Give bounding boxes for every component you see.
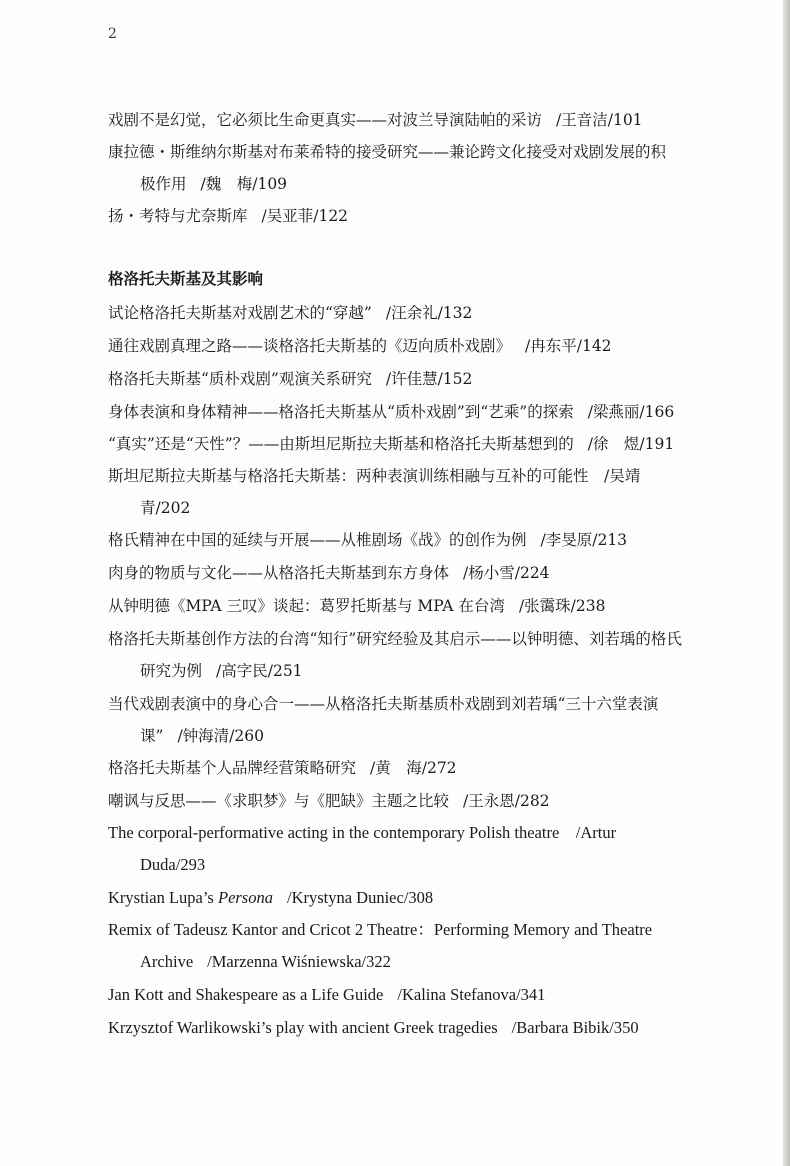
toc-entry [108, 752, 762, 784]
toc-entry [108, 590, 762, 622]
entry-title-cont: 极作用 [140, 175, 187, 193]
entry-title-italic: Persona [217, 888, 273, 907]
entry-title: Krystian Lupa’s [108, 888, 218, 907]
entry-title-cont: 研究为例 [140, 662, 203, 680]
entry-title-line2 [108, 946, 762, 978]
entry-author: /王音洁/101 [556, 111, 643, 129]
entry-author: /徐 煜/191 [587, 435, 675, 453]
entry-author: /许佳慧/152 [385, 370, 473, 388]
entry-title-line2 [108, 168, 762, 200]
toc-entry [108, 817, 762, 881]
entry-title: Krzysztof Warlikowski’s play with ancient Greek tragedies [108, 1018, 498, 1037]
entry-title: 通往戏剧真理之路——谈格洛托夫斯基的《迈向质朴戏剧》 [108, 337, 512, 355]
entry-title: 试论格洛托夫斯基对戏剧艺术的“穿越” [108, 304, 372, 322]
entry-title: 肉身的物质与文化——从格洛托夫斯基到东方身体 [108, 564, 450, 582]
toc-entry [108, 914, 762, 978]
entry-author: /梁燕丽/166 [587, 403, 675, 421]
toc-entry [108, 524, 762, 556]
entry-title: 格洛托夫斯基个人品牌经营策略研究 [108, 759, 357, 777]
entry-title-line2: 青/202 [140, 499, 191, 517]
entry-author: /王永恩/282 [463, 792, 550, 810]
entry-title-line2 [108, 655, 762, 687]
toc-entry [108, 557, 762, 589]
entry-author: /Barbara Bibik/350 [511, 1018, 639, 1037]
toc-entry [108, 200, 762, 232]
entry-author: /黄 海/272 [370, 759, 457, 777]
toc-entry [108, 785, 762, 817]
entry-title-line2 [108, 720, 762, 752]
page-number: 2 [108, 26, 117, 42]
entry-author: /吴亚菲/122 [261, 207, 349, 225]
entry-author: /张霭珠/238 [518, 597, 606, 615]
entry-author: /杨小雪/224 [463, 564, 550, 582]
toc-entry [108, 882, 762, 914]
entry-author: /Kalina Stefanova/341 [397, 985, 546, 1004]
toc-entry [108, 136, 762, 200]
section-heading: 格洛托夫斯基及其影响 [108, 270, 264, 288]
entry-title: 嘲讽与反思——《求职梦》与《肥缺》主题之比较 [108, 792, 450, 810]
toc-entry [108, 428, 762, 460]
entry-title: 格洛托夫斯基“质朴戏剧”观演关系研究 [108, 370, 372, 388]
toc-entry [108, 104, 762, 136]
toc-entry [108, 688, 762, 752]
entry-author: /Krystyna Duniec/308 [286, 888, 434, 907]
toc-entry [108, 396, 762, 428]
entry-title-line1: The corporal-performative acting in the contemporary Polish theatre /Artur [108, 823, 617, 842]
entry-title-line1: 康拉德・斯维纳尔斯基对布莱希特的接受研究——兼论跨文化接受对戏剧发展的积 [108, 143, 667, 161]
entry-title-line1: 当代戏剧表演中的身心合一——从格洛托夫斯基质朴戏剧到刘若瑀“三十六堂表演 [108, 695, 659, 713]
entry-title-line2: Duda/293 [140, 855, 206, 874]
toc-entry [108, 1012, 762, 1044]
entry-author: /Marzenna Wiśniewska/322 [207, 952, 391, 971]
entry-title: Jan Kott and Shakespeare as a Life Guide [108, 985, 384, 1004]
entry-title: “真实”还是“天性”？——由斯坦尼斯拉夫斯基和格洛托夫斯基想到的 [108, 435, 574, 453]
entry-title-line1: Remix of Tadeusz Kantor and Cricot 2 Theatre：Performing Memory and Theatre [108, 920, 653, 939]
entry-title: 从钟明德《MPA 三叹》谈起：葛罗托斯基与 MPA 在台湾 [108, 597, 505, 615]
entry-title-line1: 格洛托夫斯基创作方法的台湾“知行”研究经验及其启示——以钟明德、刘若瑀的格氏 [108, 630, 682, 648]
entry-title: 扬・考特与尤奈斯库 [108, 207, 248, 225]
entry-title: 身体表演和身体精神——格洛托夫斯基从“质朴戏剧”到“艺乘”的探索 [108, 403, 574, 421]
entry-author: /钟海清/260 [177, 727, 264, 745]
toc-entry [108, 297, 762, 329]
entry-title-cont: Archive [140, 952, 194, 971]
entry-author: /汪余礼/132 [385, 304, 473, 322]
entry-title: 格氏精神在中国的延续与开展——从椎剧场《战》的创作为例 [108, 531, 527, 549]
entry-title-line1: 斯坦尼斯拉夫斯基与格洛托夫斯基：两种表演训练相融与互补的可能性 /吴靖 [108, 467, 641, 485]
entry-title: 戏剧不是幻觉，它必须比生命更真实——对波兰导演陆帕的采访 [108, 111, 543, 129]
toc-entry [108, 460, 762, 524]
toc-entry [108, 330, 762, 362]
toc-entry [108, 979, 762, 1011]
toc-entry [108, 363, 762, 395]
entry-title-cont: 课” [140, 727, 164, 745]
entry-author: /高字民/251 [216, 662, 303, 680]
entry-author: /李旻原/213 [540, 531, 628, 549]
entry-author: /魏 梅/109 [200, 175, 288, 193]
toc-entry [108, 623, 762, 687]
entry-author: /冉东平/142 [525, 337, 612, 355]
